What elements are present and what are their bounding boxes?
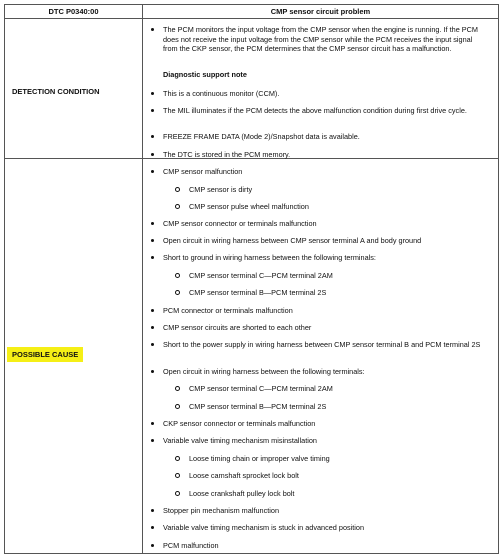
bullet-icon <box>151 153 154 156</box>
circle-bullet-icon <box>175 290 180 295</box>
note-text: FREEZE FRAME DATA (Mode 2)/Snapshot data is available. <box>163 132 360 141</box>
bullet-icon <box>151 544 154 547</box>
note-text: The MIL illuminates if the PCM detects the above malfunction condition during first drive cycle. <box>163 106 467 115</box>
bullet-icon <box>151 439 154 442</box>
bullet-icon <box>151 509 154 512</box>
bullet-icon <box>151 422 154 425</box>
detection-condition-label: DETECTION CONDITION <box>12 87 100 96</box>
bullet-icon <box>151 92 154 95</box>
bullet-icon <box>151 109 154 112</box>
bullet-icon <box>151 370 154 373</box>
bullet-icon <box>151 526 154 529</box>
cause-text: CMP sensor pulse wheel malfunction <box>189 202 309 211</box>
circle-bullet-icon <box>175 187 180 192</box>
cause-text: CMP sensor is dirty <box>189 185 253 194</box>
cause-text: Loose timing chain or improper valve timing <box>189 454 330 463</box>
cause-text: Loose camshaft sprocket lock bolt <box>189 471 299 480</box>
dtc-table <box>4 4 499 554</box>
cause-text: Loose crankshaft pulley lock bolt <box>189 489 295 498</box>
cause-text: CMP sensor malfunction <box>163 167 243 176</box>
circle-bullet-icon <box>175 204 180 209</box>
cause-text: Stopper pin mechanism malfunction <box>163 506 279 515</box>
note-text: The DTC is stored in the PCM memory. <box>163 150 291 159</box>
cause-text: Open circuit in wiring harness between the following terminals: <box>163 367 365 376</box>
diagnostic-note-heading: Diagnostic support note <box>163 70 247 79</box>
bullet-icon <box>151 256 154 259</box>
column-divider <box>142 19 143 554</box>
cause-text: Open circuit in wiring harness between CMP sensor terminal A and body ground <box>163 236 422 245</box>
cause-text: CMP sensor circuits are shorted to each other <box>163 323 312 332</box>
table-header <box>5 5 498 19</box>
cause-text: CMP sensor terminal B—PCM terminal 2S <box>189 288 327 297</box>
bullet-icon <box>151 28 154 31</box>
cause-text: PCM malfunction <box>163 541 219 550</box>
circle-bullet-icon <box>175 473 180 478</box>
cause-text: Short to the power supply in wiring harness between CMP sensor terminal B and PCM terminal 2S <box>163 340 481 349</box>
bullet-icon <box>151 222 154 225</box>
cause-text: PCM connector or terminals malfunction <box>163 306 293 315</box>
detection-item-text: The PCM monitors the input voltage from the CMP sensor when the engine is running. If the PCM does not receive the input voltage from the CMP sensor while the PCM receives the input signal from the CKP sensor, the PCM determines that the CMP sensor circuit has a malfunction. <box>163 25 479 53</box>
bullet-icon <box>151 170 154 173</box>
dtc-title: CMP sensor circuit problem <box>270 7 371 16</box>
bullet-icon <box>151 135 154 138</box>
cause-text: CMP sensor terminal C—PCM terminal 2AM <box>189 384 333 393</box>
cause-text: CMP sensor terminal C—PCM terminal 2AM <box>189 271 333 280</box>
circle-bullet-icon <box>175 273 180 278</box>
cause-text: Short to ground in wiring harness between the following terminals: <box>163 253 376 262</box>
circle-bullet-icon <box>175 404 180 409</box>
cause-text: Variable valve timing mechanism is stuck in advanced position <box>163 523 365 532</box>
circle-bullet-icon <box>175 491 180 496</box>
bullet-icon <box>151 309 154 312</box>
circle-bullet-icon <box>175 456 180 461</box>
possible-cause-label: POSSIBLE CAUSE <box>7 347 83 362</box>
bullet-icon <box>151 239 154 242</box>
note-text: This is a continuous monitor (CCM). <box>163 89 280 98</box>
bullet-icon <box>151 343 154 346</box>
cause-text: CMP sensor terminal B—PCM terminal 2S <box>189 402 327 411</box>
circle-bullet-icon <box>175 386 180 391</box>
cause-text: CKP sensor connector or terminals malfunction <box>163 419 316 428</box>
cause-text: CMP sensor connector or terminals malfunction <box>163 219 317 228</box>
dtc-code: DTC P0340:00 <box>5 5 143 18</box>
bullet-icon <box>151 326 154 329</box>
cause-text: Variable valve timing mechanism misinstallation <box>163 436 317 445</box>
